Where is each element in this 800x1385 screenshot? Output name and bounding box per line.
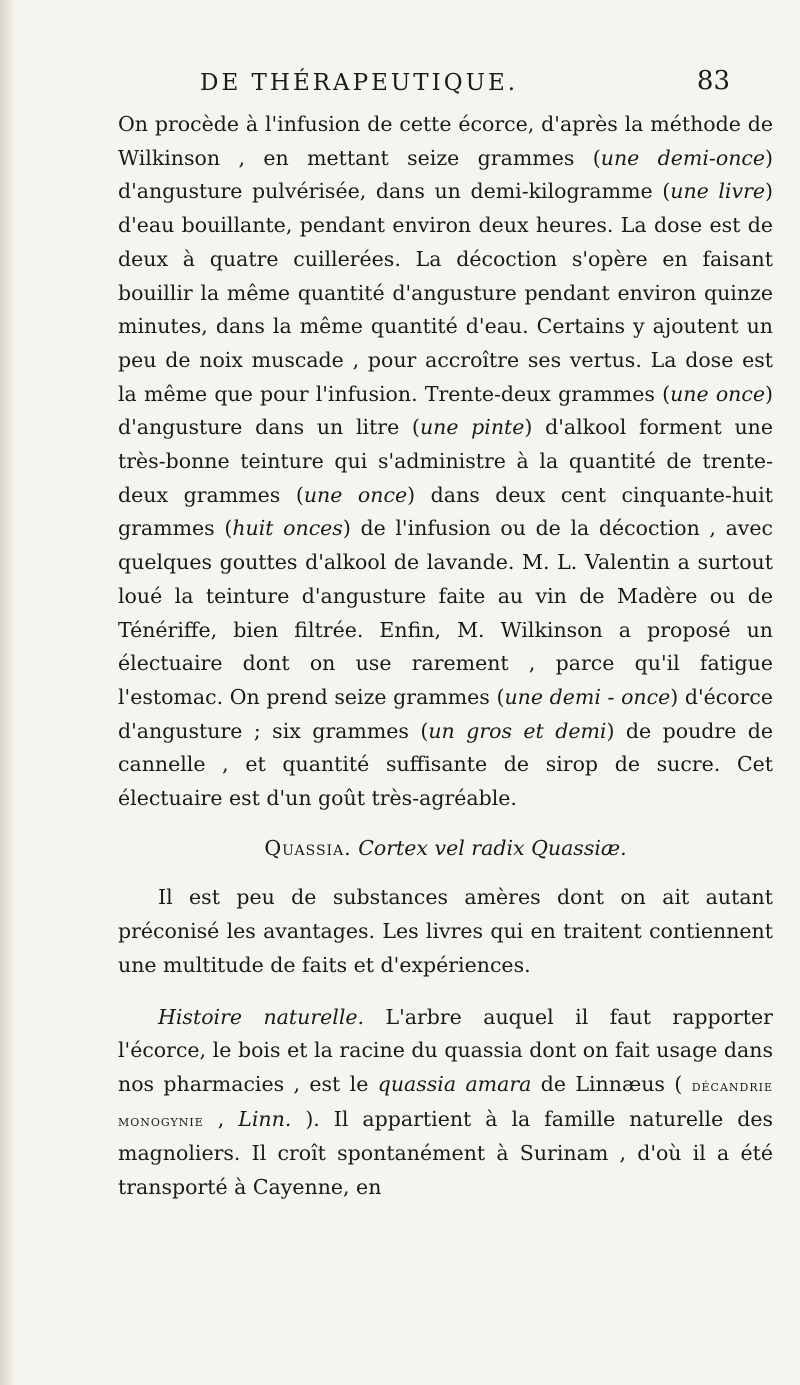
text-run: de Linnæus ( bbox=[531, 1071, 692, 1096]
text-run: ) d'écorce d'angusture ; six grammes ( bbox=[118, 684, 774, 743]
italic-measure: une demi - once bbox=[504, 684, 671, 709]
section-heading-quassia bbox=[118, 832, 773, 866]
paragraph-gap bbox=[118, 983, 773, 1001]
text-run: ) de l'infusion ou de la décoction , avec quelques gouttes d'alkool de lavande. M. L. Valentin a surtout loué la teinture d'angusture faite au vin de Madère ou de Ténériffe, bien filtrée. Enfin, M. Wilkinson a proposé un électuaire dont on use rarement , parce qu'il fatigue l'estomac. On prend seize grammes ( bbox=[118, 516, 773, 709]
italic-measure: une livre bbox=[670, 179, 765, 204]
text-run: On procède à l'infusion de cette écorce, d'après la méthode de Wilkinson , en mettant seize grammes ( bbox=[118, 112, 773, 170]
italic-species: quassia amara bbox=[377, 1071, 532, 1096]
running-header bbox=[200, 66, 730, 96]
classification-smallcaps: décandrie monogynie bbox=[118, 1075, 773, 1130]
italic-measure: une pinte bbox=[419, 415, 525, 440]
page-binding-edge bbox=[0, 0, 16, 1385]
text-run: L'arbre auquel il faut rapporter l'écorce, le bois et la racine du quassia dont on fait usage dans nos pharmacies , est le bbox=[118, 1004, 773, 1096]
italic-measure: une once bbox=[670, 381, 765, 406]
page-number: 83 bbox=[696, 66, 730, 96]
text-run: ) d'angusture dans un litre ( bbox=[118, 381, 773, 440]
italic-label: Histoire naturelle. bbox=[158, 1004, 365, 1029]
paragraph-natural-history bbox=[118, 1001, 773, 1205]
author-abbrev: Linn. bbox=[238, 1106, 292, 1131]
heading-latin: Cortex vel radix Quassiæ. bbox=[358, 835, 627, 860]
text-run: ) de poudre de cannelle , et quantité suffisante de sirop de sucre. Cet électuaire est d'un goût très-agréable. bbox=[118, 718, 774, 811]
italic-measure: une once bbox=[303, 482, 408, 507]
paragraph-angusture-preparations bbox=[118, 108, 773, 816]
running-title: DE THÉRAPEUTIQUE. bbox=[200, 70, 519, 96]
italic-measure: un gros et demi bbox=[428, 718, 607, 743]
text-run: ) dans deux cent cinquante-huit grammes ( bbox=[118, 482, 773, 541]
page-body bbox=[118, 108, 773, 1205]
paragraph-quassia-intro: Il est peu de substances amères dont on ait autant préconisé les avantages. Les livres qui en traitent contiennent une multitude de faits et d'expériences. bbox=[118, 885, 773, 977]
text-run: ). Il appartient à la famille naturelle des magnoliers. Il croît spontanément à Surinam , d'où il a été transporté à Cayenne, en bbox=[118, 1106, 773, 1200]
heading-name: Quassia. bbox=[264, 835, 352, 860]
text-run: ) d'alkool forment une très-bonne teinture qui s'administre à la quantité de trente-deux grammes ( bbox=[118, 415, 773, 507]
italic-measure: une demi-once bbox=[600, 145, 766, 170]
text-run: ) d'eau bouillante, pendant environ deux heures. La dose est de deux à quatre cuillerées. La décoction s'opère en faisant bouillir la même quantité d'angusture pendant environ quinze minutes, dans la même quantité d'eau. Certains y ajoutent un peu de noix muscade , pour accroître ses vertus. La dose est la même que pour l'infusion. Trente-deux grammes ( bbox=[118, 179, 773, 406]
italic-measure: huit onces bbox=[232, 516, 343, 541]
text-run: , bbox=[203, 1106, 239, 1131]
text-run: ) d'angusture pulvérisée, dans un demi-kilogramme ( bbox=[118, 145, 774, 204]
